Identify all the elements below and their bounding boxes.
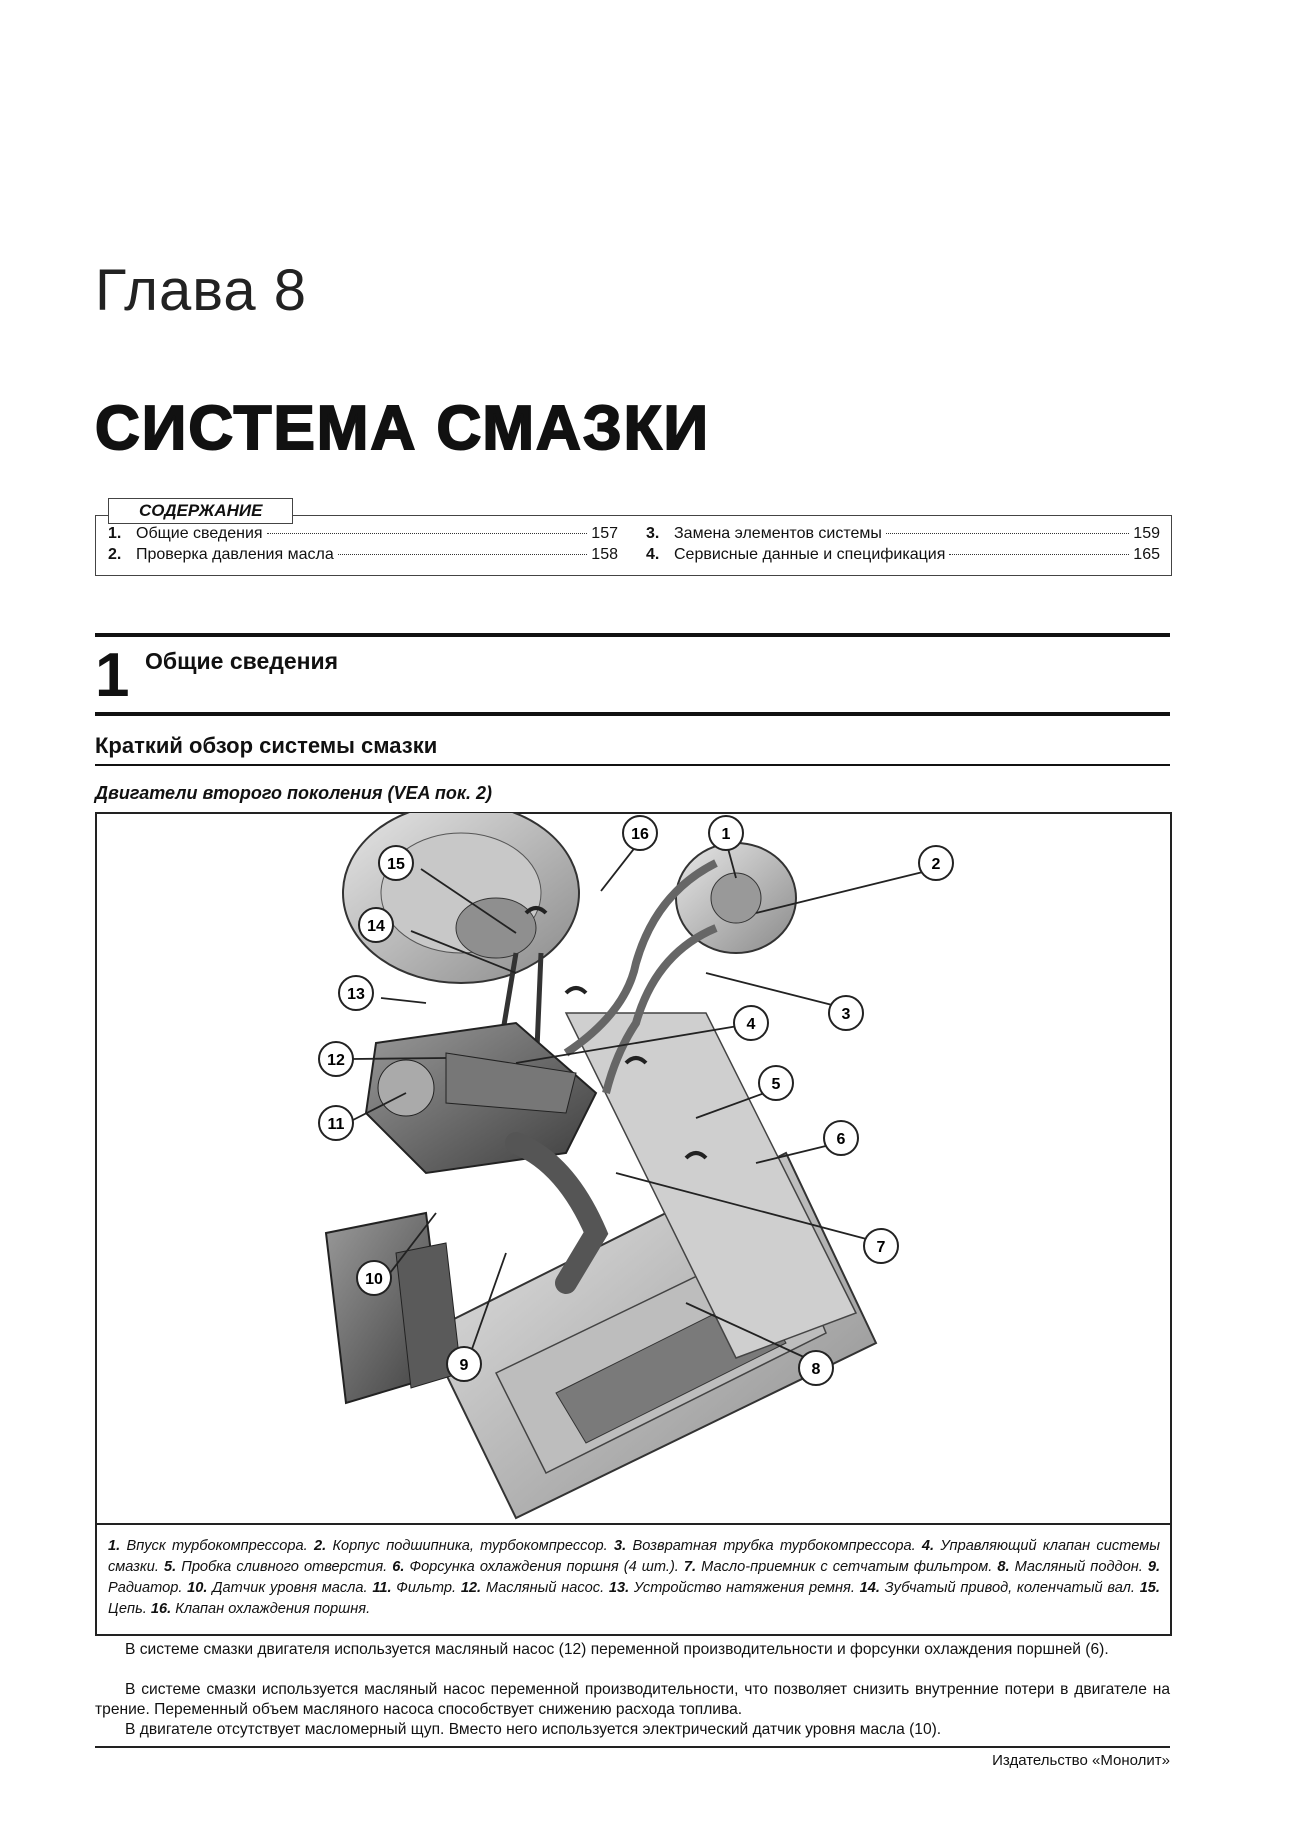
svg-text:16: 16 xyxy=(631,826,649,843)
svg-text:2: 2 xyxy=(931,856,941,873)
callout-2 xyxy=(919,846,953,880)
callout-9 xyxy=(447,1347,481,1381)
figure-title: Двигатели второго поколения (VEA пок. 2) xyxy=(95,783,492,803)
callout-12 xyxy=(319,1042,353,1076)
svg-text:4: 4 xyxy=(746,1016,756,1033)
svg-text:5: 5 xyxy=(771,1076,781,1093)
svg-text:15: 15 xyxy=(387,856,405,873)
subsection-underline xyxy=(95,764,1170,766)
caption-separator xyxy=(96,1523,1170,1525)
oil-cooler xyxy=(326,1213,461,1403)
figure-caption: 1. Впуск турбокомпрессора. 2. Корпус подшипника, турбокомпрессор. 3. Возвратная трубка турбокомпрессора. 4. Управляющий клапан системы смазки. 5. Пробка сливного отверстия. 6. Форсунка охлаждения поршня (4 шт.). 7. Масло-приемник с сетчатым фильтром. 8. Масляный поддон. 9. Радиатор. 10. Датчик уровня масла. 11. Фильтр. 12. Масляный насос. 13. Устройство натяжения ремня. 14. Зубчатый привод, коленчатый вал. 15. Цепь. 16. Клапан охлаждения поршня. xyxy=(108,1538,1161,1617)
crankshaft-pulley xyxy=(343,813,579,983)
svg-text:13: 13 xyxy=(347,986,365,1003)
svg-text:3: 3 xyxy=(841,1006,851,1023)
engine-diagram xyxy=(96,813,1168,1521)
chapter-label: Глава 8 xyxy=(95,258,308,323)
subsection-title: Краткий обзор системы смазки xyxy=(95,733,438,758)
paragraph: В двигателе отсутствует масломерный щуп. Вместо него используется электрический датчик уровня масла (10). xyxy=(125,1721,942,1738)
toc-item[interactable]: 2. Проверка давления масла 158 xyxy=(108,546,618,563)
toc-item[interactable]: 1. Общие сведения 157 xyxy=(108,525,618,542)
svg-text:10: 10 xyxy=(365,1271,383,1288)
callout-4 xyxy=(734,1006,768,1040)
callout-15 xyxy=(379,846,413,880)
svg-text:11: 11 xyxy=(327,1116,345,1133)
svg-text:1: 1 xyxy=(721,826,731,843)
svg-text:7: 7 xyxy=(876,1239,886,1256)
callout-14 xyxy=(359,908,393,942)
callout-16 xyxy=(623,816,657,850)
toc-box xyxy=(95,515,1172,576)
toc-item[interactable]: 4. Сервисные данные и спецификация 165 xyxy=(646,546,1160,563)
page-title: СИСТЕМА СМАЗКИ xyxy=(95,394,711,463)
callout-13 xyxy=(339,976,373,1010)
section-title: Общие сведения xyxy=(145,648,339,674)
toc-heading: СОДЕРЖАНИЕ xyxy=(108,498,293,524)
toc-item[interactable]: 3. Замена элементов системы 159 xyxy=(646,525,1160,542)
callout-11 xyxy=(319,1106,353,1140)
paragraph: В системе смазки используется масляный насос переменной производительности, что позволяет снизить внутренние потери в двигателе на трение. Переменный объем масляного насоса способствует снижению расхода топлива. xyxy=(95,1681,1170,1718)
callout-5 xyxy=(759,1066,793,1100)
section-rule xyxy=(95,633,1170,637)
section-number: 1 xyxy=(95,641,130,710)
paragraph: В системе смазки двигателя используется масляный насос (12) переменной производительности и форсунки охлаждения поршней (6). xyxy=(125,1641,1109,1658)
callout-7 xyxy=(864,1229,898,1263)
svg-text:6: 6 xyxy=(836,1131,846,1148)
publisher-footer: Издательство «Монолит» xyxy=(992,1752,1170,1769)
callout-8 xyxy=(799,1351,833,1385)
oil-pump-assembly xyxy=(366,1023,596,1173)
callout-3 xyxy=(829,996,863,1030)
subsection-rule xyxy=(95,712,1170,716)
callout-10 xyxy=(357,1261,391,1295)
svg-text:14: 14 xyxy=(367,918,385,935)
callout-1 xyxy=(709,816,743,850)
footer-rule xyxy=(95,1746,1170,1748)
svg-text:12: 12 xyxy=(327,1052,345,1069)
svg-text:9: 9 xyxy=(459,1357,469,1374)
svg-text:8: 8 xyxy=(811,1361,821,1378)
callout-6 xyxy=(824,1121,858,1155)
oil-pickup xyxy=(516,1143,596,1283)
